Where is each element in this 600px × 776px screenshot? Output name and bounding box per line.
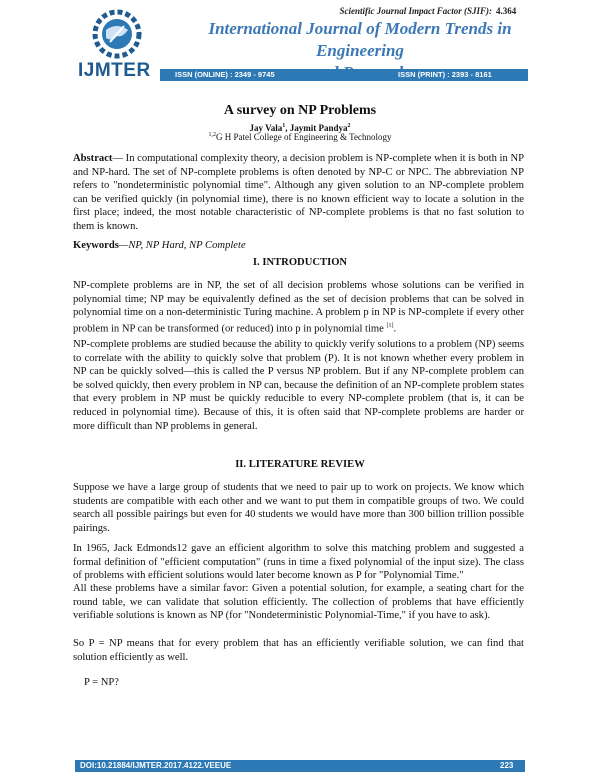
impact-factor-value: 4.364 <box>496 6 517 16</box>
doi: DOI:10.21884/IJMTER.2017.4122.VEEUE <box>80 761 232 770</box>
keywords <box>73 239 524 253</box>
keywords-text: —NP, NP Hard, NP Complete <box>118 240 246 251</box>
citation-ref: [1] <box>386 322 394 329</box>
intro-paragraph-1 <box>73 279 524 336</box>
journal-title-line1: International Journal of Modern Trends in Engineering <box>208 19 512 60</box>
abstract <box>73 152 524 234</box>
issn-print: ISSN (PRINT) : 2393 - 8161 <box>398 70 492 79</box>
intro-paragraph-2: NP-complete problems are studied because the ability to quickly verify solutions to a problem (NP) seems to correlate with the ability to quickly solve that problem (P). It is not known whether every problem in NP can be quickly solved—this is called the P versus NP problem. But if any NP-complete problem can be solved quickly, then every problem in NP can, because the definition of an NP-complete problem states that every problem in NP must be quickly reducible to every NP-complete problem (that is, it can be reduced in polynomial time). Because of this, it is often said that NP-complete problems are harder or more difficult than NP problems in general. <box>73 339 524 432</box>
literature-paragraph-4: So P = NP means that for every problem that has an efficiently verifiable solution, we can find that solution efficiently as well. <box>73 638 524 663</box>
page-number: 223 <box>500 761 514 770</box>
author-2: Jaymit Pandya <box>289 123 348 133</box>
intro-p1-end: . <box>393 323 397 335</box>
author-separator: , <box>285 123 290 133</box>
literature-paragraph-2: In 1965, Jack Edmonds12 gave an efficient algorithm to solve this matching problem and suggested a formal definition of "efficient computation" (runs in time a fixed polynomial of the input size). The class of problems with efficient solutions would later become known as P for "Polynomial Time." <box>73 543 524 582</box>
author-1: Jay Vala <box>249 123 283 133</box>
affiliation-text: G H Patel College of Engineering & Technology <box>216 132 392 142</box>
logo-text: IJMTER <box>78 60 151 81</box>
affiliation <box>0 132 600 142</box>
impact-factor-label: Scientific Journal Impact Factor (SJIF): <box>339 6 492 16</box>
literature-paragraph-5: P = NP? <box>84 677 120 688</box>
issn-online: ISSN (ONLINE) : 2349 - 9745 <box>175 70 275 79</box>
gear-globe-icon <box>84 8 150 60</box>
literature-paragraph-3: All these problems have a similar favor: Given a potential solution, for example, a seating chart for the round table, we can validate that solution efficiently. The collection of problems that have efficiently verifiable solutions is known as NP (for "Nondeterministic Polynomial-Time," if you have to ask). <box>73 583 524 622</box>
author-1-sup: 1 <box>282 123 286 129</box>
literature-paragraph-1: Suppose we have a large group of students that we need to pair up to work on projects. We know which students are compatible with each other and we want to put them in compatible groups of two. We could search all possible pairings but even for 40 students we would have more than 300 billion trillion possible pairings. <box>73 482 524 534</box>
section-heading-literature-review: II. LITERATURE REVIEW <box>235 459 365 470</box>
keywords-label: Keywords <box>73 240 119 251</box>
affiliation-sup: 1,2 <box>208 132 217 138</box>
abstract-label: Abstract <box>73 153 113 164</box>
section-heading-introduction: I. INTRODUCTION <box>252 257 348 268</box>
paper-title: A survey on NP Problems <box>223 103 377 118</box>
abstract-text: — In computational complexity theory, a decision problem is NP-complete when it is both in NP and NP-hard. The set of NP-complete problems is often denoted by NP-C or NPC. The abbreviation NP refers to "nondeterministic polynomial time". Although any given solution to an NP-complete problem can be verified quickly (in polynomial time), there is no known efficient way to locate a solution in the first place; indeed, the most notable characteristic of NP-complete problems is that no fast solution to them is known. <box>73 153 524 232</box>
author-2-sup: 2 <box>347 123 351 129</box>
intro-p1-text: NP-complete problems are in NP, the set of all decision problems whose solutions can be verified in polynomial time; NP may be equivalently defined as the set of decision problems that can be solved in polynomial time on a non-deterministic Turing machine. A problem p in NP is NP-complete if every other problem in NP can be transformed (or reduced) into p in polynomial time <box>73 280 524 335</box>
